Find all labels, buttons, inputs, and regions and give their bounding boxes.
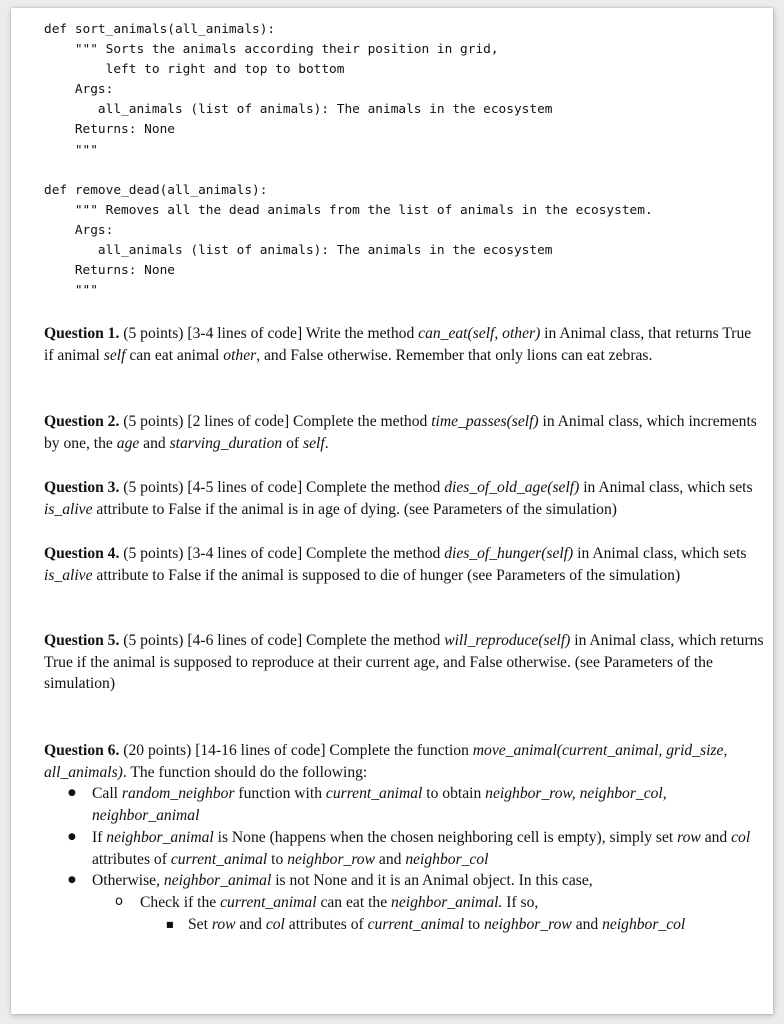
text: to obtain xyxy=(422,785,486,803)
term: neighbor_col xyxy=(405,850,489,868)
text: (5 points) [4-6 lines of code] Complete the method xyxy=(119,632,445,649)
text: (5 points) [3-4 lines of code] Complete the method xyxy=(119,545,445,562)
text: is None (happens when the chosen neighboring cell is empty), simply set xyxy=(213,828,678,846)
term: is_alive xyxy=(44,500,93,518)
term: self xyxy=(103,346,126,364)
text: to xyxy=(464,915,484,933)
term: age xyxy=(116,434,140,452)
term: self xyxy=(303,434,325,452)
term: other xyxy=(223,346,257,364)
text: in Animal class, that returns True if animal xyxy=(44,325,752,364)
text: . The function should do the following: xyxy=(122,763,368,781)
text: in Animal class, which sets xyxy=(579,479,753,496)
text: can eat the xyxy=(316,893,392,911)
term: current_animal xyxy=(220,893,317,911)
text: (20 points) [14-16 lines of code] Complete the function xyxy=(119,742,473,759)
text: in Animal class, which sets xyxy=(573,545,747,562)
text: attributes of xyxy=(284,915,368,933)
text: in Animal class, which returns True if the animal is supposed to reproduce at their current age, and False otherwise. (see Parameters of the simulation) xyxy=(44,632,764,693)
text: (5 points) [2 lines of code] Complete the method xyxy=(119,413,432,430)
term: col xyxy=(731,828,751,846)
sub-sub-list xyxy=(140,914,764,936)
term: is_alive xyxy=(44,566,93,584)
method-name: dies_of_hunger(self) xyxy=(444,545,574,562)
sub-list xyxy=(92,892,764,935)
list-item xyxy=(44,827,764,870)
term: neighbor_animal xyxy=(163,872,272,890)
question-4 xyxy=(44,543,764,586)
code-block-sort-animals: def sort_animals(all_animals): """ Sorts the animals according their position in grid, left to right and top to bottom Args: all_animals (list of animals): The animals in the ecosystem Returns: None """ xyxy=(44,22,553,158)
text: (5 points) [3-4 lines of code] Write the method xyxy=(119,325,419,342)
method-name: time_passes(self) xyxy=(431,413,539,430)
text: attribute to False if the animal is in age of dying. (see Parameters of the simulation) xyxy=(92,500,617,518)
text: (5 points) [4-5 lines of code] Complete the method xyxy=(119,479,445,496)
text: , and False otherwise. Remember that only lions can eat zebras. xyxy=(256,346,653,364)
text: and xyxy=(139,434,170,452)
text: and xyxy=(700,828,732,846)
term: current_animal xyxy=(367,915,465,933)
text: Call xyxy=(92,785,122,803)
method-name: can_eat(self, other) xyxy=(418,325,541,342)
question-2 xyxy=(44,411,764,454)
term: current_animal xyxy=(325,785,423,803)
text: of xyxy=(282,434,304,452)
question-5 xyxy=(44,630,764,695)
question-label: Question 4. xyxy=(44,545,120,562)
sub-sub-list-item xyxy=(140,914,764,936)
term: neighbor_col xyxy=(602,915,686,933)
step-list xyxy=(44,783,764,935)
text: is not None and it is an Animal object. In this case, xyxy=(271,872,593,890)
text: function with xyxy=(234,785,326,803)
question-label: Question 3. xyxy=(44,479,120,496)
text: Otherwise, xyxy=(92,872,164,890)
text: If xyxy=(92,828,107,846)
list-item xyxy=(44,870,764,935)
code-block-remove-dead: def remove_dead(all_animals): """ Removes all the dead animals from the list of animals in the ecosystem. Args: all_animals (list of animals): The animals in the ecosystem Returns: None """ xyxy=(44,183,653,299)
question-label: Question 1. xyxy=(44,325,120,342)
term: current_animal xyxy=(170,850,268,868)
question-label: Question 6. xyxy=(44,742,120,759)
text: attribute to False if the animal is supposed to die of hunger (see Parameters of the simulation) xyxy=(92,566,681,584)
term: col xyxy=(265,915,285,933)
question-label: Question 2. xyxy=(44,413,120,430)
term: row xyxy=(677,828,701,846)
method-name: dies_of_old_age(self) xyxy=(444,479,580,496)
function-name: move_animal(current_animal, grid_size, all_animals) xyxy=(44,742,728,781)
text: Set xyxy=(188,915,212,933)
text: in Animal class, which increments by one, the xyxy=(44,413,757,452)
text: . xyxy=(324,434,329,452)
term: random_neighbor xyxy=(121,785,235,803)
term: neighbor_animal xyxy=(106,828,214,846)
term: neighbor_row xyxy=(287,850,376,868)
text: to xyxy=(267,850,288,868)
question-label: Question 5. xyxy=(44,632,120,649)
term: starving_duration xyxy=(169,434,283,452)
sub-list-item xyxy=(92,892,764,935)
text: can eat animal xyxy=(125,346,224,364)
term: neighbor_animal. xyxy=(391,893,503,911)
question-6 xyxy=(44,740,764,935)
text: and xyxy=(375,850,406,868)
text: and xyxy=(235,915,266,933)
question-1 xyxy=(44,323,764,366)
method-name: will_reproduce(self) xyxy=(444,632,571,649)
text: and xyxy=(571,915,603,933)
text: attributes of xyxy=(92,850,171,868)
question-3 xyxy=(44,477,764,520)
text: Check if the xyxy=(140,893,221,911)
term: neighbor_row xyxy=(484,915,572,933)
document-page xyxy=(11,8,773,1014)
term: row xyxy=(211,915,236,933)
text: If so, xyxy=(502,893,539,911)
term: neighbor_row, neighbor_col, neighbor_animal xyxy=(92,785,667,825)
list-item xyxy=(44,783,764,826)
